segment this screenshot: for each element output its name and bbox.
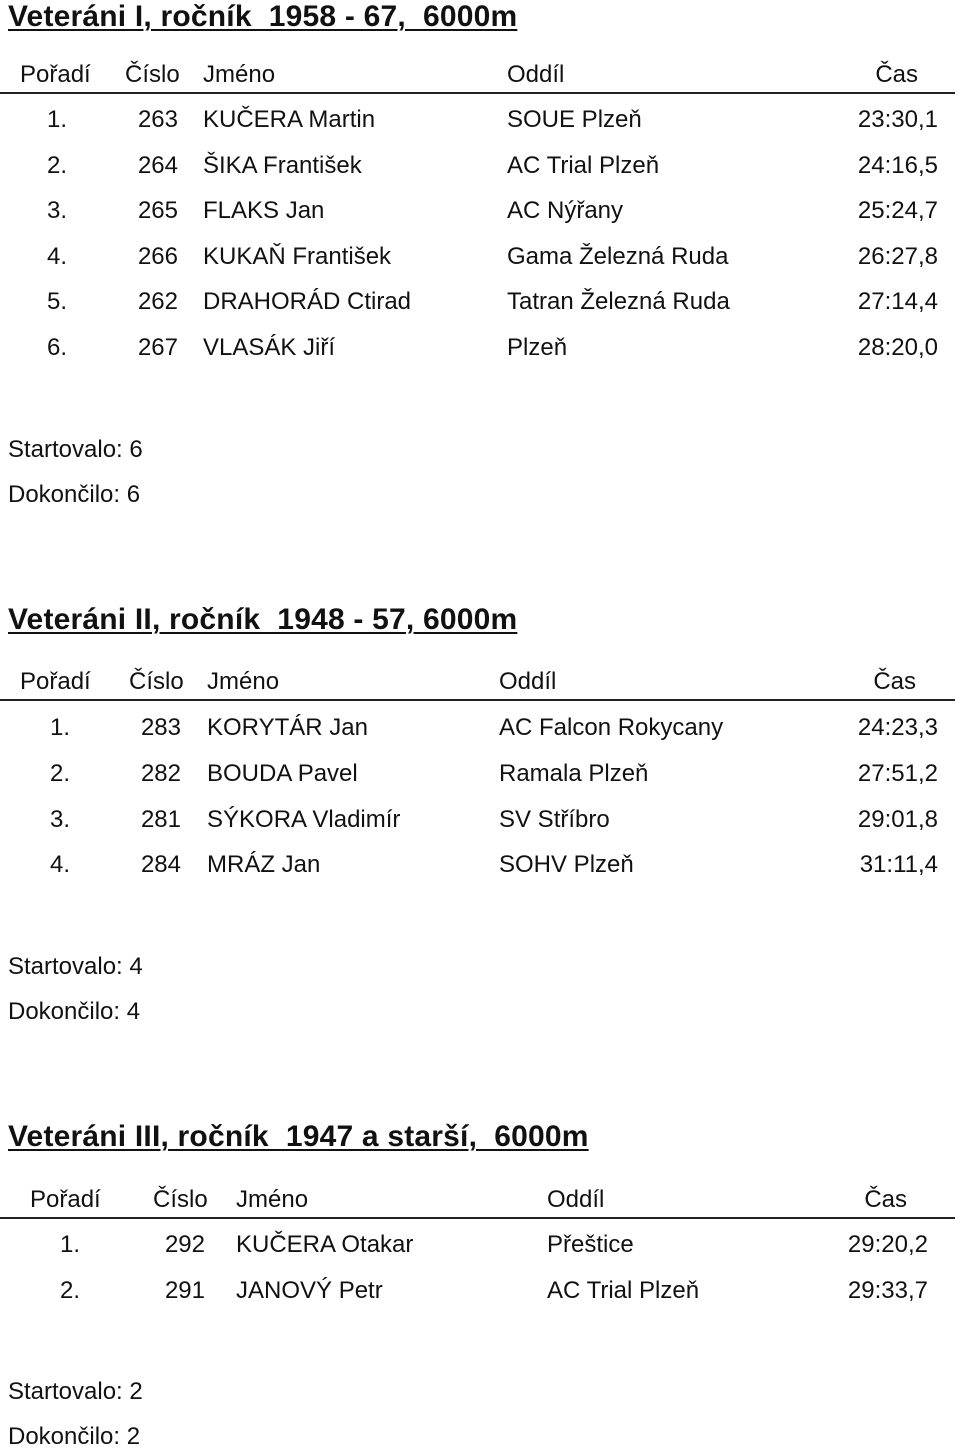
header-time: Čas <box>875 61 918 88</box>
header-club: Oddíl <box>507 61 565 88</box>
number-cell: 282 <box>140 759 181 787</box>
header-rank: Pořadí <box>20 61 91 88</box>
header-time: Čas <box>873 668 916 695</box>
number-cell: 266 <box>137 242 178 270</box>
table-header <box>0 1183 955 1219</box>
club-cell: AC Trial Plzeň <box>547 1276 700 1304</box>
header-number: Číslo <box>125 61 180 88</box>
rank-cell: 2. <box>59 1276 80 1304</box>
section-title: Veteráni III, ročník 1947 a starší, 6000m <box>8 1120 589 1153</box>
number-cell: 267 <box>137 334 178 361</box>
table-row <box>0 757 960 791</box>
club-cell: AC Falcon Rokycany <box>499 714 724 741</box>
rank-cell: 3. <box>46 197 67 225</box>
name-cell: BOUDA Pavel <box>207 759 358 787</box>
name-cell: VLASÁK Jiří <box>203 334 336 361</box>
name-cell: SÝKORA Vladimír <box>207 805 401 833</box>
header-number: Číslo <box>129 668 184 695</box>
section-title: Veteráni I, ročník 1958 - 67, 6000m <box>8 0 518 33</box>
club-cell: SOUE Plzeň <box>507 106 642 133</box>
header-name: Jméno <box>236 1186 309 1213</box>
time-cell: 24:23,3 <box>857 714 938 741</box>
table-row <box>0 149 960 183</box>
table-row <box>0 285 960 319</box>
club-cell: SV Stříbro <box>499 805 610 833</box>
started-count: Startovalo: 2 <box>8 1378 143 1405</box>
club-cell: Přeštice <box>547 1231 634 1258</box>
table-row <box>0 331 960 365</box>
rank-cell: 6. <box>46 334 67 361</box>
time-cell: 26:27,8 <box>857 242 938 270</box>
table-row <box>0 1274 960 1308</box>
rank-cell: 1. <box>59 1231 80 1258</box>
rank-cell: 3. <box>49 805 70 833</box>
time-cell: 29:01,8 <box>857 805 938 833</box>
finished-count: Dokončilo: 4 <box>8 998 141 1025</box>
time-cell: 24:16,5 <box>857 151 938 179</box>
rank-cell: 1. <box>49 714 70 741</box>
time-cell: 31:11,4 <box>859 851 938 879</box>
table-row <box>0 240 960 274</box>
number-cell: 292 <box>164 1231 205 1258</box>
name-cell: KORYTÁR Jan <box>207 714 368 741</box>
number-cell: 281 <box>140 805 181 833</box>
table-row <box>0 1228 960 1262</box>
header-number: Číslo <box>153 1186 208 1213</box>
table-row <box>0 711 960 745</box>
table-row <box>0 848 960 882</box>
header-name: Jméno <box>207 668 280 695</box>
table-row <box>0 194 960 228</box>
finished-count: Dokončilo: 6 <box>8 481 141 508</box>
time-cell: 29:33,7 <box>847 1276 928 1304</box>
rank-cell: 1. <box>46 106 67 133</box>
header-club: Oddíl <box>499 668 557 695</box>
club-cell: Tatran Železná Ruda <box>507 288 730 316</box>
time-cell: 28:20,0 <box>857 334 938 361</box>
name-cell: KUČERA Martin <box>203 106 376 133</box>
header-name: Jméno <box>203 61 276 88</box>
table-header <box>0 665 955 701</box>
table-row <box>0 803 960 837</box>
header-rank: Pořadí <box>30 1186 101 1213</box>
club-cell: Plzeň <box>507 334 568 361</box>
header-time: Čas <box>864 1186 907 1213</box>
name-cell: KUČERA Otakar <box>236 1231 414 1258</box>
section-title: Veteráni II, ročník 1948 - 57, 6000m <box>8 603 518 636</box>
table-header <box>0 58 955 94</box>
club-cell: SOHV Plzeň <box>499 851 634 879</box>
rank-cell: 2. <box>49 759 70 787</box>
club-cell: AC Trial Plzeň <box>507 151 660 179</box>
name-cell: DRAHORÁD Ctirad <box>203 288 412 316</box>
time-cell: 25:24,7 <box>857 197 938 225</box>
time-cell: 27:51,2 <box>857 759 938 787</box>
rank-cell: 2. <box>46 151 67 179</box>
started-count: Startovalo: 4 <box>8 953 143 980</box>
header-rank: Pořadí <box>20 668 91 695</box>
time-cell: 23:30,1 <box>857 106 938 133</box>
name-cell: FLAKS Jan <box>203 197 325 225</box>
number-cell: 265 <box>137 197 178 225</box>
club-cell: Ramala Plzeň <box>499 759 649 787</box>
name-cell: MRÁZ Jan <box>207 851 321 879</box>
finished-count: Dokončilo: 2 <box>8 1423 141 1450</box>
rank-cell: 4. <box>46 242 67 270</box>
club-cell: AC Nýřany <box>507 197 624 225</box>
number-cell: 262 <box>137 288 178 316</box>
number-cell: 264 <box>137 151 178 179</box>
time-cell: 27:14,4 <box>857 288 938 316</box>
name-cell: ŠIKA František <box>203 151 362 179</box>
name-cell: JANOVÝ Petr <box>236 1276 383 1304</box>
number-cell: 284 <box>140 851 181 879</box>
header-club: Oddíl <box>547 1186 605 1213</box>
number-cell: 263 <box>137 106 178 133</box>
club-cell: Gama Železná Ruda <box>507 242 729 270</box>
time-cell: 29:20,2 <box>847 1231 928 1258</box>
table-row <box>0 103 960 137</box>
name-cell: KUKAŇ František <box>203 242 392 270</box>
rank-cell: 5. <box>46 288 67 316</box>
number-cell: 291 <box>164 1276 205 1304</box>
rank-cell: 4. <box>49 851 70 879</box>
started-count: Startovalo: 6 <box>8 436 143 463</box>
number-cell: 283 <box>140 714 181 741</box>
